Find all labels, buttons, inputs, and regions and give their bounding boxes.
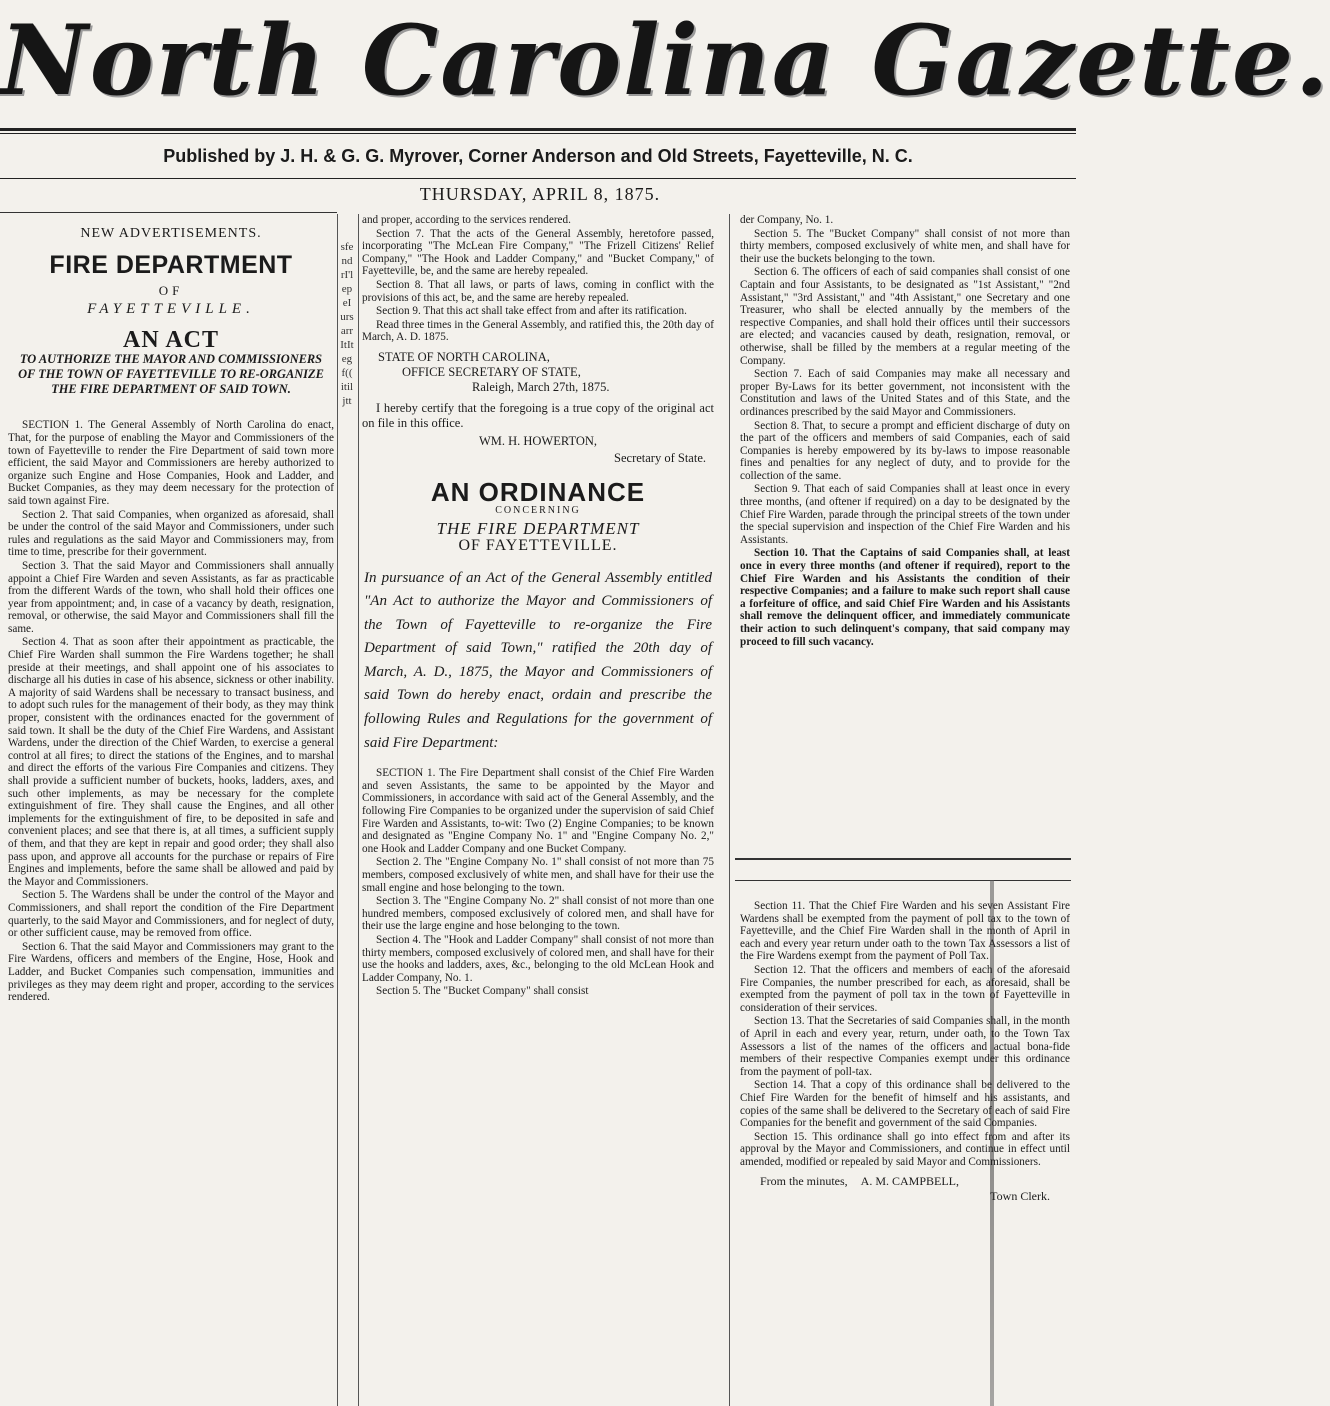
column-3 <box>740 214 1070 854</box>
new-advertisements-label: NEW ADVERTISEMENTS. <box>80 226 262 241</box>
masthead-rule-top <box>0 128 1076 131</box>
ordinance-section-13: Section 13. That the Secretaries of said Companies shall, in the month of April in each and every year, return, under oath, to the Town Tax Assessors a list of the names of the officers and actual bona-fide members of their respective Companies exempt under this ordinance from the payment of poll-tax. <box>740 1015 1070 1078</box>
office-name: OFFICE SECRETARY OF STATE, <box>402 364 581 379</box>
act-section-7: Section 7. That the acts of the General Assembly, heretofore passed, incorporating "The McLean Fire Company," "The Frizell Citizens' Relief Company," "The Hook and Ladder Company," and "Bucket Company," of Fayetteville, be, and the same are hereby repealed. <box>362 227 714 278</box>
ordinance-section-9: Section 9. That each of said Companies shall at least once in every three months, (and oftener if required) on a day to be designated by the Chief Fire Warden, parade through the principal streets of the town under the special supervision and inspection of the Chief Fire Warden and his Assistants. <box>740 483 1070 546</box>
dateline: THURSDAY, APRIL 8, 1875. <box>419 184 661 204</box>
act-section-3: Section 3. That the said Mayor and Commissioners shall annually appoint a Chief Fire Warden and seven Assistants, as far as practicable from the different Wards of the town, who shall hold their offices one year from appointment; and, in case of a vacancy by death, resignation, removal, or otherwise, the said Mayor and Commissioners shall fill the same. <box>8 559 334 635</box>
act-section-4: Section 4. That as soon after their appointment as practicable, the Chief Fire Warden shall summon the Fire Wardens together; he shall preside at their meetings, and shall appoint one of his associates to discharge all his duties in case of his absence, sickness or other inability. A majority of said Wardens shall be necessary to transact business, and to adopt such rules for the management of their body, as they may think proper, consistent with the ordinances enacted for the government of said town. It shall be the duty of the Chief Fire Wardens, and Assistant Wardens, under the direction of the Chief Warden, to exercise a general control at all fires; to direct the stations of the Engines, and to marshal and direct the efforts of the various Fire Companies and citizens. They shall provide a sufficient number of buckets, hooks, ladders, axes, and such other implements, as may be necessary for the complete extinguishment of fire. They shall cause the Engines, and all other implements for the extinguishment of fire, to be deposited in safe and convenient places; and see that there is, at all times, a sufficient supply of them, and that they are kept in repair and good order; they shall also pass upon, and approve all accounts for the purchase or repairs of Fire Engines and implements, before the same shall be allowed and paid by the Mayor and Commissioners. <box>8 636 334 888</box>
signer-title: Secretary of State. <box>614 450 706 465</box>
state-certification-block <box>362 350 714 395</box>
ordinance-town: OF FAYETTEVILLE. <box>458 536 618 554</box>
state-name: STATE OF NORTH CAROLINA, <box>378 349 550 364</box>
act-section-8: Section 8. That all laws, or parts of laws, coming in conflict with the provisions of this act, be, and the same are hereby repealed. <box>362 278 714 304</box>
of-label: OF <box>158 282 184 298</box>
ordinance-section-8: Section 8. That, to secure a prompt and efficient discharge of duty on the part of the officers and members of said Companies, each of said Companies is hereby empowered by its by-laws to impose reasonable fines and penalties for any neglect of duty, and to provide for the collection of the same. <box>740 419 1070 482</box>
clerk-name: A. M. CAMPBELL, <box>860 1174 960 1189</box>
from-minutes-label: From the minutes, <box>760 1174 848 1189</box>
column-4-top-rule <box>735 880 1071 881</box>
town-heading: FAYETTEVILLE. <box>87 301 255 318</box>
act-subtitle: TO AUTHORIZE THE MAYOR AND COMMISSIONERS OF THE TOWN OF FAYETTEVILLE TO RE-ORGANIZE THE FIRE DEPARTMENT OF SAID TOWN. <box>18 352 324 397</box>
signer-name: WM. H. HOWERTON, <box>478 433 598 448</box>
column-2-top-fragment: and proper, according to the services rendered. <box>362 214 571 226</box>
masthead-rule-thin <box>0 133 1076 134</box>
act-section-2: Section 2. That said Companies, when organized as aforesaid, shall be under the control of the said Mayor and Commissioners, under such rules and regulations as the said Mayor and Commissioners may, from time to time, prescribe for their government. <box>8 508 334 559</box>
column-rule-3 <box>729 214 730 1406</box>
ordinance-preamble: In pursuance of an Act of the General Assembly entitled "An Act to authorize the Mayor and Commissioners of the Town of Fayetteville to re-organize the Fire Department of said Town," ratified the 20th day of March, A. D., 1875, the Mayor and Commissioners of said Town do hereby enact, ordain and prescribe the following Rules and Regulations for the government of said Fire Department: <box>364 569 712 751</box>
masthead-rule-bottom <box>0 178 1076 179</box>
act-section-1: SECTION 1. The General Assembly of North Carolina do enact, That, for the purpose of enabling the Mayor and Commissioners of the town of Fayetteville to render the Fire Department of said town more efficient, the said Mayor and Commissioners are hereby authorized to organize such Engine and Hose Companies, Hook and Ladder, and Bucket Companies, as they may deem necessary for the protection of said town against Fire. <box>8 419 334 507</box>
ad-box-top <box>0 212 337 213</box>
clerk-attestation <box>740 1174 1070 1204</box>
ordinance-section-5: Section 5. The "Bucket Company" shall consist of not more than thirty members, composed exclusively of white men, and shall have for their use the buckets belonging to the town. <box>740 227 1070 265</box>
concerning-label: CONCERNING <box>495 504 581 516</box>
column-1 <box>8 214 334 1402</box>
ordinance-section-15: Section 15. This ordinance shall go into effect from and after its approval by the Mayor and Commissioners, and continue in effect until amended, modified or repealed by said Mayor and Commissioners. <box>740 1130 1070 1168</box>
ordinance-section-11: Section 11. That the Chief Fire Warden and his seven Assistant Fire Wardens shall be exempted from the payment of poll tax to the town of Fayetteville, and the Chief Fire Warden shall in the month of April in each and every year return under oath to the town Tax Assessors a list of the Fire Wardens exempt from the payment of Poll Tax. <box>740 900 1070 963</box>
column-2 <box>362 214 714 1402</box>
ordinance-section-3: Section 3. The "Engine Company No. 2" shall consist of not more than one hundred members, composed exclusively of colored men, and shall have for their use the large engine and hose belonging to the town. <box>362 895 714 933</box>
certification-text: I hereby certify that the foregoing is a true copy of the original act on file in this office. <box>362 400 714 430</box>
act-heading: AN ACT <box>122 326 219 353</box>
act-section-9: Section 9. That this act shall take effect from and after its ratification. <box>376 305 687 318</box>
ordinance-section-14: Section 14. That a copy of this ordinance shall be delivered to the Chief Fire Warden for the benefit of himself and his assistants, and copies of the same shall be delivered to the Secretary of each of said Fire Companies for the benefit and government of the said Companies. <box>740 1079 1070 1130</box>
publisher-line: Published by J. H. & G. G. Myrover, Corner Anderson and Old Streets, Fayetteville, N. C. <box>163 146 913 166</box>
ordinance-heading: AN ORDINANCE <box>430 477 646 508</box>
ordinance-section-4: Section 4. The "Hook and Ladder Company" shall consist of not more than thirty members, composed exclusively of colored men, and shall have for their use the hooks and ladders, axes, &c., belonging to the old McLean Hook and Ladder Company, No. 1. <box>362 933 714 984</box>
clerk-title: Town Clerk. <box>990 1189 1050 1204</box>
margin-fragment: sfendrI'l epeI ursarr ItIteg f(( itiljtt <box>340 241 354 407</box>
ordinance-section-2: Section 2. The "Engine Company No. 1" shall consist of not more than 75 members, composed exclusively of white men, and shall have for their use the small engine and hose belonging to the town. <box>362 856 714 894</box>
column-3-bottom-rule <box>735 858 1071 860</box>
column-rule-2 <box>358 214 359 1406</box>
ordinance-section-7: Section 7. Each of said Companies may make all necessary and proper By-Laws for its better government, not inconsistent with the Constitution and laws of the United States and of this State, and the ordinances prescribed by the said Mayor and Commissioners. <box>740 368 1070 418</box>
act-section-5: Section 5. The Wardens shall be under the control of the Mayor and Commissioners, and shall report the condition of the Fire Department quarterly, to the said Mayor and Commissioners, and for neglect of duty, or other sufficient cause, may be removed from office. <box>8 889 334 940</box>
ordinance-subject: THE FIRE DEPARTMENT <box>436 519 640 539</box>
column-3-top-fragment: der Company, No. 1. <box>740 214 834 226</box>
ordinance-section-12: Section 12. That the officers and members of each of the aforesaid Fire Companies, the number prescribed for each, as aforesaid, shall be exempted from the payment of poll tax in the town of Fayetteville in consideration of their services. <box>740 963 1070 1014</box>
ordinance-section-10: Section 10. That the Captains of said Companies shall, at least once in every three months (and oftener if required), report to the Chief Fire Warden and his Assistants the condition of their respective Companies; and a failure to make such report shall cause a forfeiture of office, and said Chief Fire Warden and his Assistants shall remove the delinquent officer, and immediately communicate their action to such delinquent's company, that said company may proceed to fill such vacancy. <box>740 547 1070 648</box>
act-section-6: Section 6. That the said Mayor and Commissioners may grant to the Fire Wardens, officers and members of the Engine, Hose, Hook and Ladder, and Bucket Companies such compensation, immunities and privileges as they may deem right and proper, according to the services rendered. <box>8 940 334 1004</box>
masthead <box>0 0 1330 204</box>
ordinance-section-6: Section 6. The officers of each of said companies shall consist of one Captain and four Assistants, to be designated as "1st Assistant," "2nd Assistant," "3rd Assistant," and "4th Assistant," one Secretary and one Treasurer, who shall be elected annually by the members of the respective Companies, and shall hold their offices until their successors are elected; and vacancies caused by death, resignation, removal, or otherwise, shall be filled by the members at a regular meeting of the Company. <box>740 266 1070 367</box>
ratification-note: Read three times in the General Assembly, and ratified this, the 20th day of March, A. D. 1875. <box>362 318 714 344</box>
place-date: Raleigh, March 27th, 1875. <box>472 379 610 394</box>
ordinance-section-5-start: Section 5. The "Bucket Company" shall consist <box>376 985 589 998</box>
column-4 <box>740 900 1070 1402</box>
column-rule-1 <box>337 214 338 1406</box>
ordinance-section-1: SECTION 1. The Fire Department shall consist of the Chief Fire Warden and seven Assistants, the same to be appointed by the Mayor and Commissioners, in accordance with said act of the General Assembly, and the following Fire Companies to be organized under the supervision of said Chief Fire Warden and Assistants, to-wit: Two (2) Engine Companies; to be known and designated as "Engine Company No. 1" and "Engine Company No. 2," one Hook and Ladder Company and one Bucket Company. <box>362 767 714 855</box>
fire-department-heading: FIRE DEPARTMENT <box>49 250 293 279</box>
newspaper-title: North Carolina Gazette. <box>0 4 1330 117</box>
